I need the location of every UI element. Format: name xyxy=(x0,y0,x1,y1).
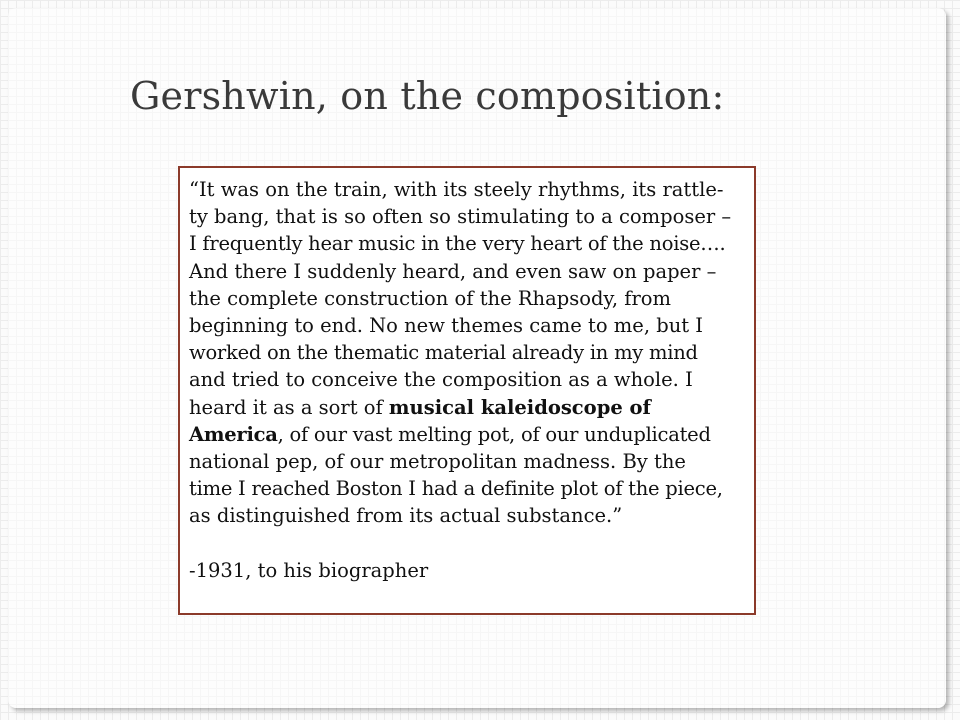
quote-line: I frequently hear music in the very heart of the noise…. xyxy=(189,232,726,256)
quote-line: time I reached Boston I had a definite plot of the piece, xyxy=(189,477,723,501)
quote-line: worked on the thematic material already in my mind xyxy=(189,341,698,365)
quote-line: and tried to conceive the composition as a whole. I xyxy=(189,368,693,392)
quote-line xyxy=(189,421,746,448)
quote-line: national pep, of our metropolitan madness. By the xyxy=(189,450,686,474)
quote-text: , of our vast melting pot, of our unduplicated xyxy=(277,422,711,446)
quote-line: “It was on the train, with its steely rhythms, its rattle- xyxy=(189,178,724,201)
quote-box xyxy=(178,166,756,615)
slide-title: Gershwin, on the composition: xyxy=(130,74,725,118)
quote-line: ty bang, that is so often so stimulating to a composer – xyxy=(189,205,732,229)
quote-emphasis: America xyxy=(189,422,278,446)
quote-emphasis: musical kaleidoscope of xyxy=(388,395,651,419)
quote-line: And there I suddenly heard, and even saw on paper – xyxy=(189,259,717,283)
quote-attribution: -1931, to his biographer xyxy=(189,558,429,582)
quote-line: the complete construction of the Rhapsody, from xyxy=(189,286,672,310)
quote-text: heard it as a sort of xyxy=(189,395,389,419)
blank-line xyxy=(189,530,746,557)
quote-line: beginning to end. No new themes came to me, but I xyxy=(189,314,704,338)
quote-line xyxy=(189,394,746,421)
quote-line: as distinguished from its actual substance.” xyxy=(189,504,623,528)
